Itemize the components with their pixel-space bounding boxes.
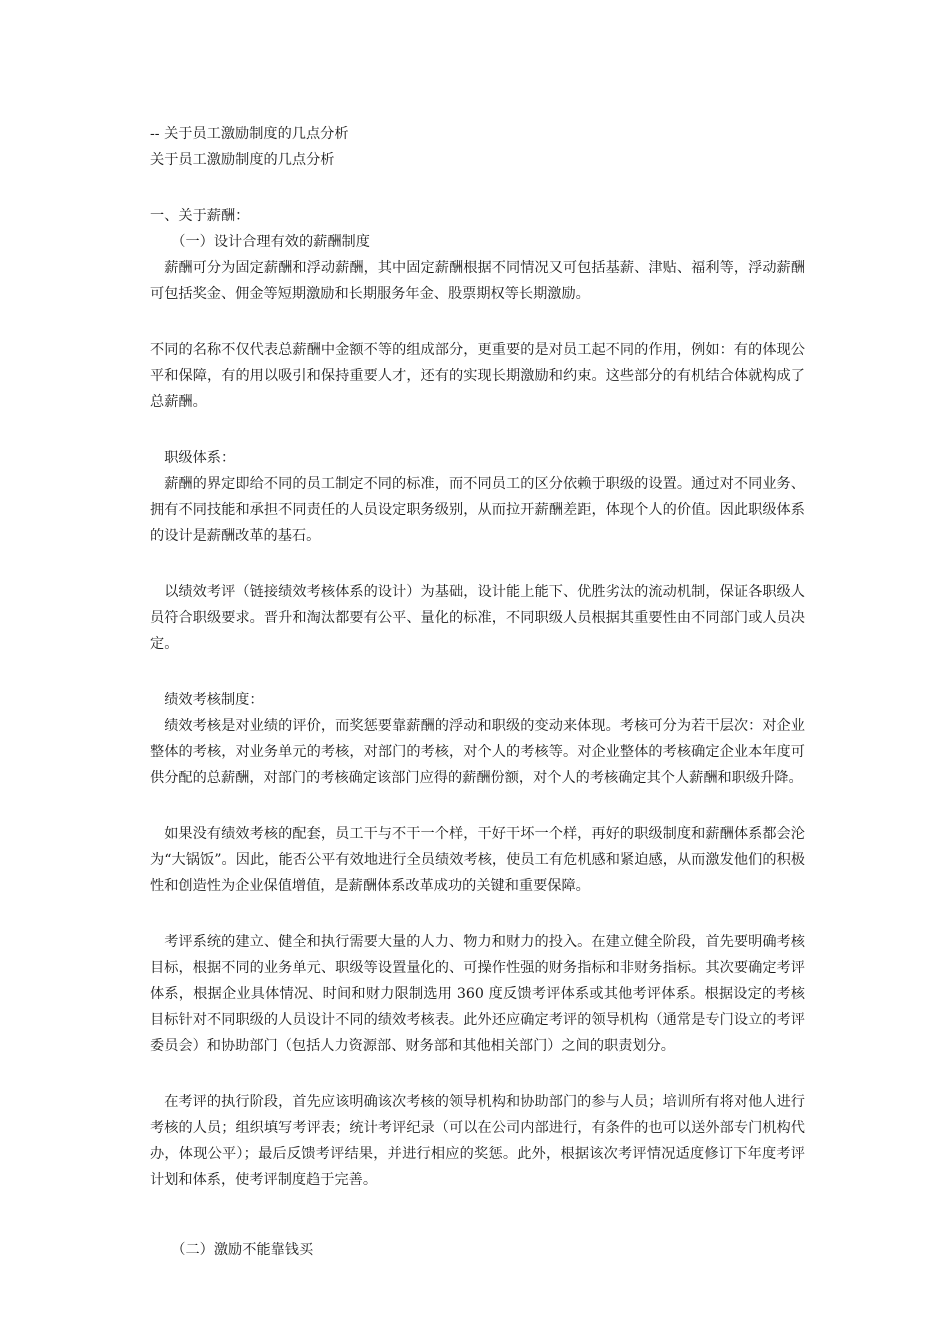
spacer (150, 307, 805, 337)
paragraph-3: 薪酬的界定即给不同的员工制定不同的标准，而不同员工的区分依赖于职级的设置。通过对不同业务、拥有不同技能和承担不同责任的人员设定职务级别，从而拉开薪酬差距，体现个人的价值。因此职级体系的设计是薪酬改革的基石。 (150, 476, 805, 544)
paragraph-1: 薪酬可分为固定薪酬和浮动薪酬，其中固定薪酬根据不同情况又可包括基薪、津贴、福利等，浮动薪酬可包括奖金、佣金等短期激励和长期服务年金、股票期权等长期激励。 (150, 260, 805, 302)
heading-performance: 绩效考核制度： (164, 692, 264, 708)
spacer (150, 657, 805, 687)
spacer (150, 1193, 805, 1237)
document-title: 关于员工激励制度的几点分析 (150, 152, 335, 168)
heading-rank-system: 职级体系： (164, 450, 236, 466)
spacer (150, 415, 805, 445)
spacer (150, 549, 805, 579)
spacer (150, 1059, 805, 1089)
subsection-heading-1: （一）设计合理有效的薪酬制度 (171, 234, 370, 250)
paragraph-5: 绩效考核是对业绩的评价，而奖惩要靠薪酬的浮动和职级的变动来体现。考核可分为若干层次：对企业整体的考核，对业务单元的考核，对部门的考核，对个人的考核等。对企业整体的考核确定企业本年度可供分配的总薪酬，对部门的考核确定该部门应得的薪酬份额，对个人的考核确定其个人薪酬和职级升降。 (150, 718, 805, 786)
subsection-heading-2: （二）激励不能靠钱买 (171, 1242, 314, 1258)
paragraph-7: 考评系统的建立、健全和执行需要大量的人力、物力和财力的投入。在建立健全阶段，首先要明确考核目标，根据不同的业务单元、职级等设置量化的、可操作性强的财务指标和非财务指标。其次要确定考评体系，根据企业具体情况、时间和财力限制选用 360 度反馈考评体系或其他考评体系。根据设定的考核目标针对不同职级的人员设计不同的绩效考核表。此外还应确定考评的领导机构（通常是专门设立的考评委员会）和协助部门（包括人力资源部、财务部和其他相关部门）之间的职责划分。 (150, 934, 805, 1054)
section-heading-1: 一、关于薪酬： (150, 208, 250, 224)
paragraph-6: 如果没有绩效考核的配套，员工干与不干一个样，干好干坏一个样，再好的职级制度和薪酬体系都会沦为“大锅饭”。因此，能否公平有效地进行全员绩效考核，使员工有危机感和紧迫感，从而激发他们的积极性和创造性为企业保值增值，是薪酬体系改革成功的关键和重要保障。 (150, 826, 805, 894)
spacer (150, 899, 805, 929)
paragraph-8: 在考评的执行阶段，首先应该明确该次考核的领导机构和协助部门的参与人员；培训所有将对他人进行考核的人员；组织填写考评表；统计考评纪录（可以在公司内部进行，有条件的也可以送外部专门机构代办，体现公平）；最后反馈考评结果，并进行相应的奖惩。此外，根据该次考评情况适度修订下年度考评计划和体系，使考评制度趋于完善。 (150, 1094, 805, 1188)
paragraph-2: 不同的名称不仅代表总薪酬中金额不等的组成部分，更重要的是对员工起不同的作用，例如：有的体现公平和保障，有的用以吸引和保持重要人才，还有的实现长期激励和约束。这些部分的有机结合体就构成了总薪酬。 (150, 342, 805, 410)
paragraph-4: 以绩效考评（链接绩效考核体系的设计）为基础，设计能上能下、优胜劣汰的流动机制，保证各职级人员符合职级要求。晋升和淘汰都要有公平、量化的标准，不同职级人员根据其重要性由不同部门或人员决定。 (150, 584, 805, 652)
document-body (150, 121, 805, 1263)
header-line: -- 关于员工激励制度的几点分析 (150, 126, 349, 142)
spacer (150, 173, 805, 203)
spacer (150, 791, 805, 821)
